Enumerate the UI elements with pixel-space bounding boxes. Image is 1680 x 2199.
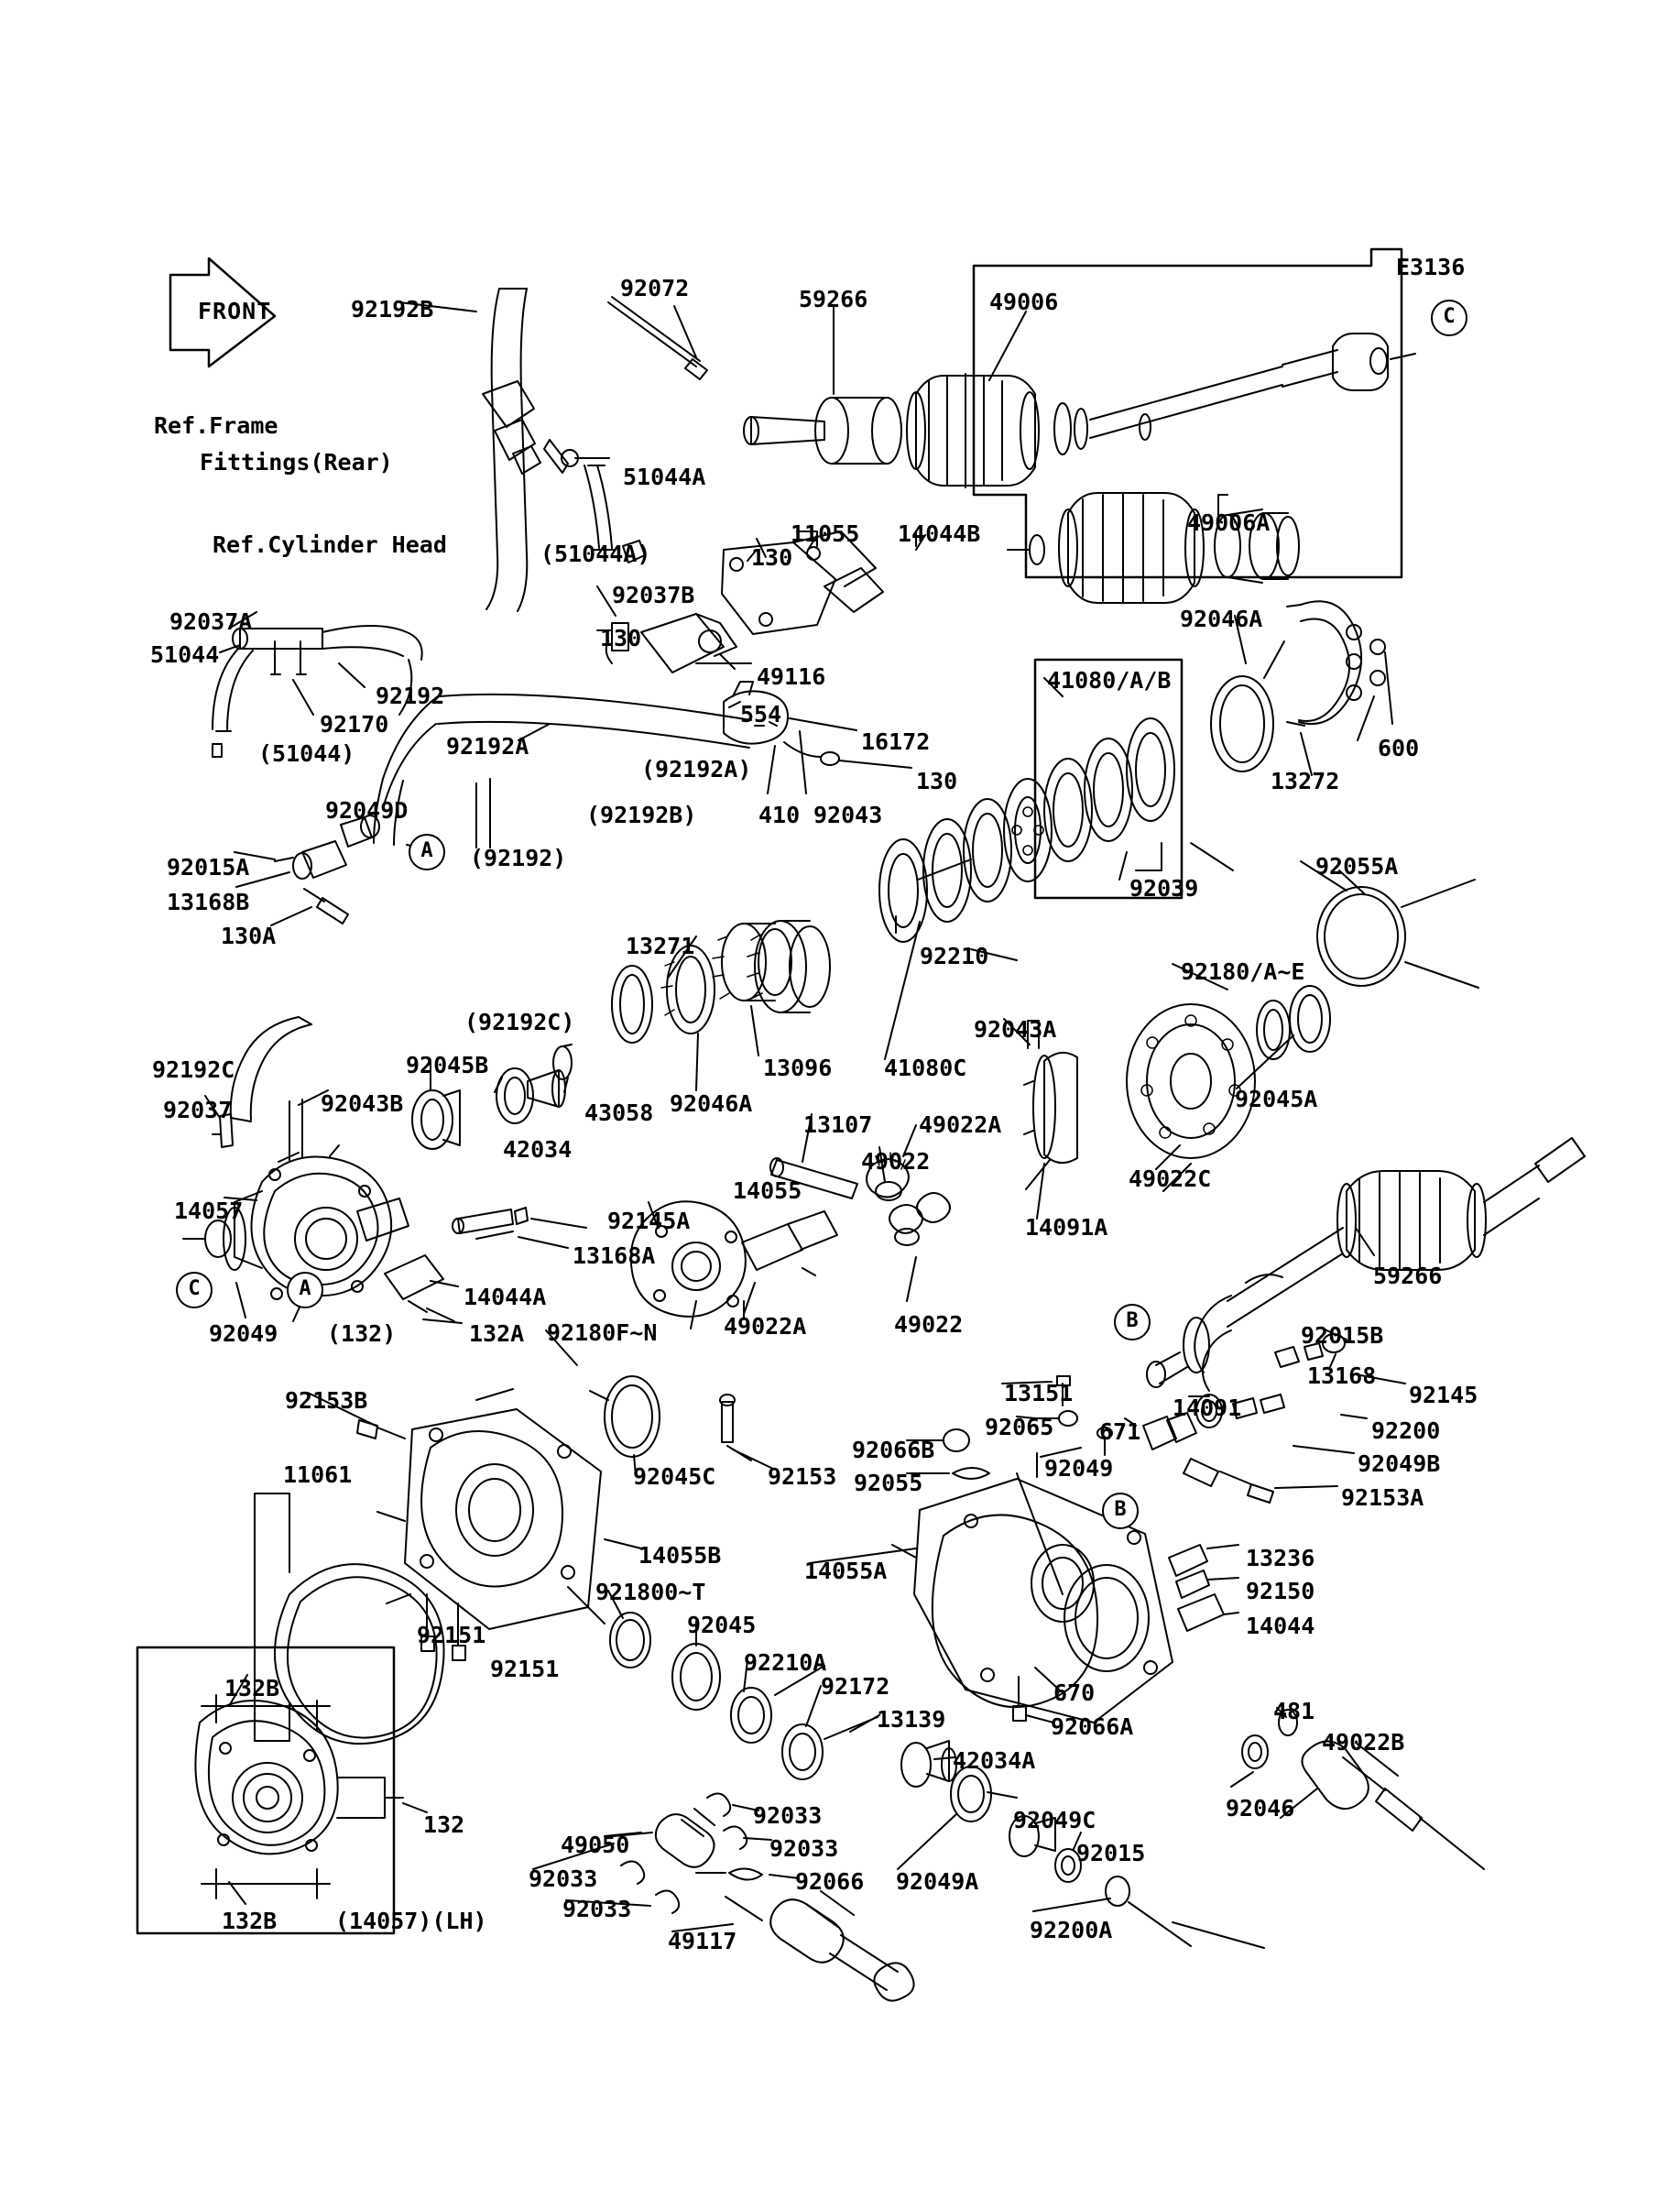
part-callout-42034A: 42034A <box>953 1747 1036 1774</box>
part-callout-14044: 14044 <box>1246 1613 1315 1639</box>
part-callout-49022A: 49022A <box>724 1313 807 1340</box>
part-callout-92049C: 92049C <box>1013 1807 1096 1833</box>
part-callout-132B: 132B <box>224 1675 280 1701</box>
part-callout-92192: (92192) <box>470 845 567 871</box>
part-callout-14091: 14091 <box>1173 1395 1242 1421</box>
part-callout-92200A: 92200A <box>1030 1917 1113 1943</box>
part-callout-92066: 92066 <box>795 1868 865 1895</box>
part-callout-14044B: 14044B <box>898 520 981 547</box>
part-callout-92037A: 92037A <box>169 608 253 635</box>
part-callout-13272: 13272 <box>1271 768 1340 794</box>
part-callout-92170: 92170 <box>320 711 389 738</box>
part-callout-49006A: 49006A <box>1187 509 1271 536</box>
part-callout-92065: 92065 <box>985 1414 1054 1440</box>
part-callout-51044: 51044 <box>150 641 220 668</box>
part-callout-92033: 92033 <box>562 1896 632 1922</box>
part-callout-14055B: 14055B <box>638 1542 722 1569</box>
part-callout-92046A: 92046A <box>1180 606 1263 632</box>
part-callout-59266: 59266 <box>799 286 868 312</box>
reference-balloon-a: A <box>287 1272 323 1308</box>
part-callout-481: 481 <box>1273 1698 1315 1724</box>
part-callout-92015: 92015 <box>1076 1840 1146 1866</box>
part-callout-13168A: 13168A <box>573 1242 656 1269</box>
part-callout-14055: 14055 <box>733 1177 802 1204</box>
part-callout-600: 600 <box>1378 735 1420 761</box>
part-callout-92192A: 92192A <box>446 733 529 760</box>
part-callout-13236: 13236 <box>1246 1545 1315 1571</box>
part-callout-41080C: 41080C <box>884 1055 967 1081</box>
part-callout-49022: 49022 <box>861 1148 931 1175</box>
part-callout-16172: 16172 <box>861 728 931 755</box>
part-callout-49116: 49116 <box>757 663 826 690</box>
part-callout-43058: 43058 <box>584 1100 654 1126</box>
part-callout-92039: 92039 <box>1129 875 1199 902</box>
part-callout-92192: 92192 <box>376 683 445 709</box>
part-callout-132: 132 <box>423 1811 465 1838</box>
part-callout-92043: 92043 <box>813 802 883 828</box>
part-callout-13096: 13096 <box>763 1055 833 1081</box>
part-callout-92072: 92072 <box>620 275 690 301</box>
part-callout-49050: 49050 <box>561 1832 630 1858</box>
part-callout-92015A: 92015A <box>167 854 250 881</box>
part-callout-51044A: (51044A) <box>540 541 651 567</box>
part-callout-92033: 92033 <box>529 1865 598 1892</box>
part-callout-92066B: 92066B <box>852 1437 935 1463</box>
part-callout-92180AE: 92180/A~E <box>1181 958 1305 985</box>
note-ref-frame: Ref.Frame <box>154 412 278 439</box>
front-arrow-label: FRONT <box>198 298 272 324</box>
part-callout-92180FN: 92180F~N <box>547 1319 658 1346</box>
part-callout-42034: 42034 <box>503 1136 573 1163</box>
part-callout-13271: 13271 <box>626 933 695 959</box>
part-callout-92045B: 92045B <box>406 1052 489 1078</box>
reference-balloon-c: C <box>176 1272 213 1308</box>
part-callout-130: 130 <box>600 625 642 651</box>
part-callout-59266: 59266 <box>1373 1263 1443 1289</box>
reference-balloon-c: C <box>1431 300 1467 336</box>
part-callout-92049: 92049 <box>1044 1455 1114 1482</box>
part-callout-92045C: 92045C <box>633 1463 716 1490</box>
part-callout-14057: 14057 <box>174 1198 244 1224</box>
part-callout-132B: 132B <box>222 1908 278 1934</box>
part-callout-92045: 92045 <box>687 1612 757 1638</box>
part-callout-130: 130 <box>916 768 958 794</box>
part-callout-92153: 92153 <box>768 1463 837 1490</box>
part-callout-92049D: 92049D <box>325 797 409 824</box>
part-callout-92150: 92150 <box>1246 1578 1315 1604</box>
part-callout-E3136: E3136 <box>1396 254 1466 280</box>
part-callout-92210A: 92210A <box>744 1649 827 1676</box>
part-callout-92055: 92055 <box>854 1470 923 1496</box>
part-callout-92145: 92145 <box>1409 1382 1478 1408</box>
part-callout-11061: 11061 <box>283 1461 353 1488</box>
part-callout-671: 671 <box>1099 1418 1141 1445</box>
part-callout-92033: 92033 <box>769 1835 839 1862</box>
part-callout-670: 670 <box>1053 1679 1096 1706</box>
part-callout-92066A: 92066A <box>1051 1713 1134 1740</box>
part-callout-92153B: 92153B <box>285 1387 368 1414</box>
note-ref-frame-fittings: Fittings(Rear) <box>200 449 393 476</box>
part-callout-51044: (51044) <box>258 740 355 767</box>
part-callout-13168B: 13168B <box>167 889 250 915</box>
part-callout-49117: 49117 <box>668 1928 737 1954</box>
part-callout-14055A: 14055A <box>804 1558 888 1584</box>
part-callout-51044A: 51044A <box>623 464 706 490</box>
part-callout-11055: 11055 <box>791 520 860 547</box>
part-callout-132: (132) <box>327 1320 397 1347</box>
part-callout-92153A: 92153A <box>1341 1484 1424 1511</box>
reference-balloon-b: B <box>1114 1304 1151 1340</box>
part-callout-49022A: 49022A <box>919 1111 1002 1138</box>
part-callout-92055A: 92055A <box>1315 853 1399 880</box>
part-callout-13168: 13168 <box>1307 1362 1377 1389</box>
part-callout-92049B: 92049B <box>1358 1450 1441 1477</box>
part-callout-92145A: 92145A <box>607 1208 691 1234</box>
part-callout-92015B: 92015B <box>1301 1322 1384 1349</box>
part-callout-13151: 13151 <box>1004 1380 1074 1406</box>
part-callout-92200: 92200 <box>1371 1417 1441 1444</box>
part-callout-92049: 92049 <box>209 1320 278 1347</box>
part-callout-49006: 49006 <box>989 289 1059 315</box>
part-callout-13139: 13139 <box>877 1706 946 1733</box>
part-callout-92045A: 92045A <box>1235 1086 1318 1112</box>
part-callout-921800T: 921800~T <box>595 1579 706 1605</box>
part-callout-92151: 92151 <box>417 1622 486 1648</box>
part-callout-92046A: 92046A <box>670 1090 753 1117</box>
part-callout-410: 410 <box>758 802 801 828</box>
note-ref-cylinder-head: Ref.Cylinder Head <box>213 531 447 558</box>
part-callout-14044A: 14044A <box>464 1284 547 1310</box>
part-callout-92210: 92210 <box>920 943 989 969</box>
part-callout-92192A: (92192A) <box>641 756 752 782</box>
part-callout-14057LH: (14057)(LH) <box>335 1908 487 1934</box>
part-callout-14091A: 14091A <box>1025 1214 1108 1241</box>
part-callout-41080AB: 41080/A/B <box>1047 667 1172 694</box>
part-callout-92192B: 92192B <box>351 296 434 323</box>
reference-balloon-b: B <box>1102 1493 1139 1529</box>
part-callout-92192B: (92192B) <box>586 802 697 828</box>
part-callout-92043B: 92043B <box>321 1090 404 1117</box>
part-callout-49022: 49022 <box>894 1311 964 1338</box>
part-callout-554: 554 <box>740 701 782 728</box>
part-callout-92151: 92151 <box>490 1656 560 1682</box>
part-callout-13107: 13107 <box>803 1111 873 1138</box>
part-callout-92049A: 92049A <box>896 1868 979 1895</box>
part-callout-92037B: 92037B <box>612 582 695 608</box>
part-callout-49022B: 49022B <box>1322 1729 1405 1756</box>
part-callout-92046: 92046 <box>1226 1795 1295 1822</box>
part-callout-92043A: 92043A <box>974 1016 1057 1043</box>
reference-balloon-a: A <box>409 834 445 870</box>
part-callout-130: 130 <box>751 544 793 571</box>
part-callout-130A: 130A <box>221 923 277 949</box>
part-callout-92192C: (92192C) <box>464 1009 575 1035</box>
part-callout-132A: 132A <box>469 1320 525 1347</box>
part-callout-49022C: 49022C <box>1129 1165 1212 1192</box>
part-callout-92192C: 92192C <box>152 1056 235 1083</box>
part-callout-92037: 92037 <box>163 1097 233 1123</box>
front-direction-arrow <box>170 272 282 362</box>
part-callout-92172: 92172 <box>821 1673 890 1700</box>
part-callout-92033: 92033 <box>753 1802 823 1829</box>
